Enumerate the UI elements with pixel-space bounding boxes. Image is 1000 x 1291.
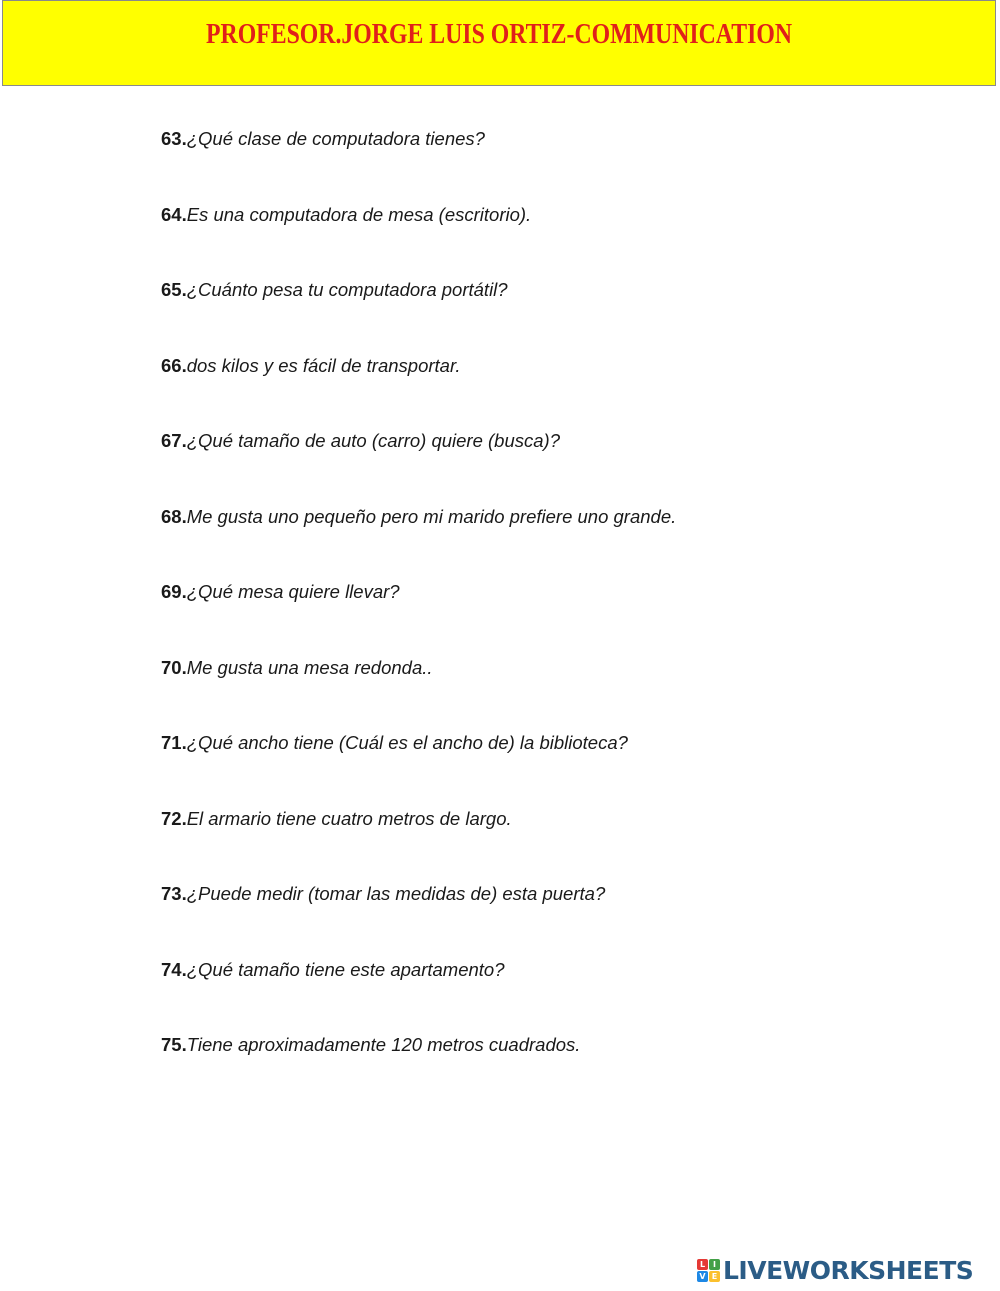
logo-text: LIVEWORKSHEETS [723, 1255, 974, 1285]
item-number: 69. [161, 581, 187, 602]
list-item [161, 656, 921, 732]
item-text: Tiene aproximadamente 120 metros cuadrados. [186, 1034, 581, 1055]
logo-block-l: L [697, 1259, 708, 1270]
item-number: 66. [161, 354, 187, 376]
list-item [161, 580, 921, 656]
list-item [161, 807, 921, 883]
list-item [161, 127, 921, 203]
item-text: ¿Qué mesa quiere llevar? [186, 581, 400, 602]
item-number: 74. [161, 958, 187, 980]
item-text: Me gusta uno pequeño pero mi marido prefiere uno grande. [186, 505, 677, 527]
item-text: Es una computadora de mesa (escritorio). [186, 203, 532, 225]
item-number: 65. [161, 279, 187, 300]
item-text: dos kilos y es fácil de transportar. [186, 354, 461, 376]
item-number: 70. [161, 656, 187, 678]
item-text: Me gusta una mesa redonda.. [186, 656, 433, 678]
item-number: 72. [161, 807, 187, 829]
list-item [161, 203, 921, 279]
list-item [161, 429, 921, 505]
list-item [161, 354, 921, 430]
item-text: ¿Qué clase de computadora tienes? [186, 128, 485, 149]
liveworksheets-logo [697, 1255, 973, 1285]
item-number: 67. [161, 430, 187, 451]
item-text: ¿Puede medir (tomar las medidas de) esta puerta? [186, 883, 606, 904]
list-item [161, 1033, 921, 1109]
item-number: 64. [161, 203, 187, 225]
item-text: ¿Cuánto pesa tu computadora portátil? [186, 279, 508, 300]
list-item [161, 882, 921, 958]
logo-block-e: E [709, 1271, 720, 1282]
item-text: ¿Qué ancho tiene (Cuál es el ancho de) la biblioteca? [186, 732, 628, 753]
list-item [161, 505, 921, 581]
logo-block-v: V [697, 1271, 708, 1282]
item-number: 71. [161, 732, 187, 753]
logo-icon [697, 1259, 720, 1282]
item-text: ¿Qué tamaño de auto (carro) quiere (busca)? [186, 430, 560, 451]
item-text: ¿Qué tamaño tiene este apartamento? [186, 958, 505, 980]
logo-block-i: I [709, 1259, 720, 1270]
list-item [161, 958, 921, 1034]
item-number: 73. [161, 883, 187, 904]
item-text: El armario tiene cuatro metros de largo. [186, 807, 512, 829]
item-number: 68. [161, 505, 187, 527]
list-item [161, 278, 921, 354]
header-banner [2, 0, 996, 86]
item-number: 63. [161, 128, 187, 149]
list-item [161, 731, 921, 807]
page-title: PROFESOR.JORGE LUIS ORTIZ-COMMUNICATION [205, 18, 792, 50]
item-number: 75. [161, 1034, 187, 1055]
sentence-list [161, 127, 921, 1109]
